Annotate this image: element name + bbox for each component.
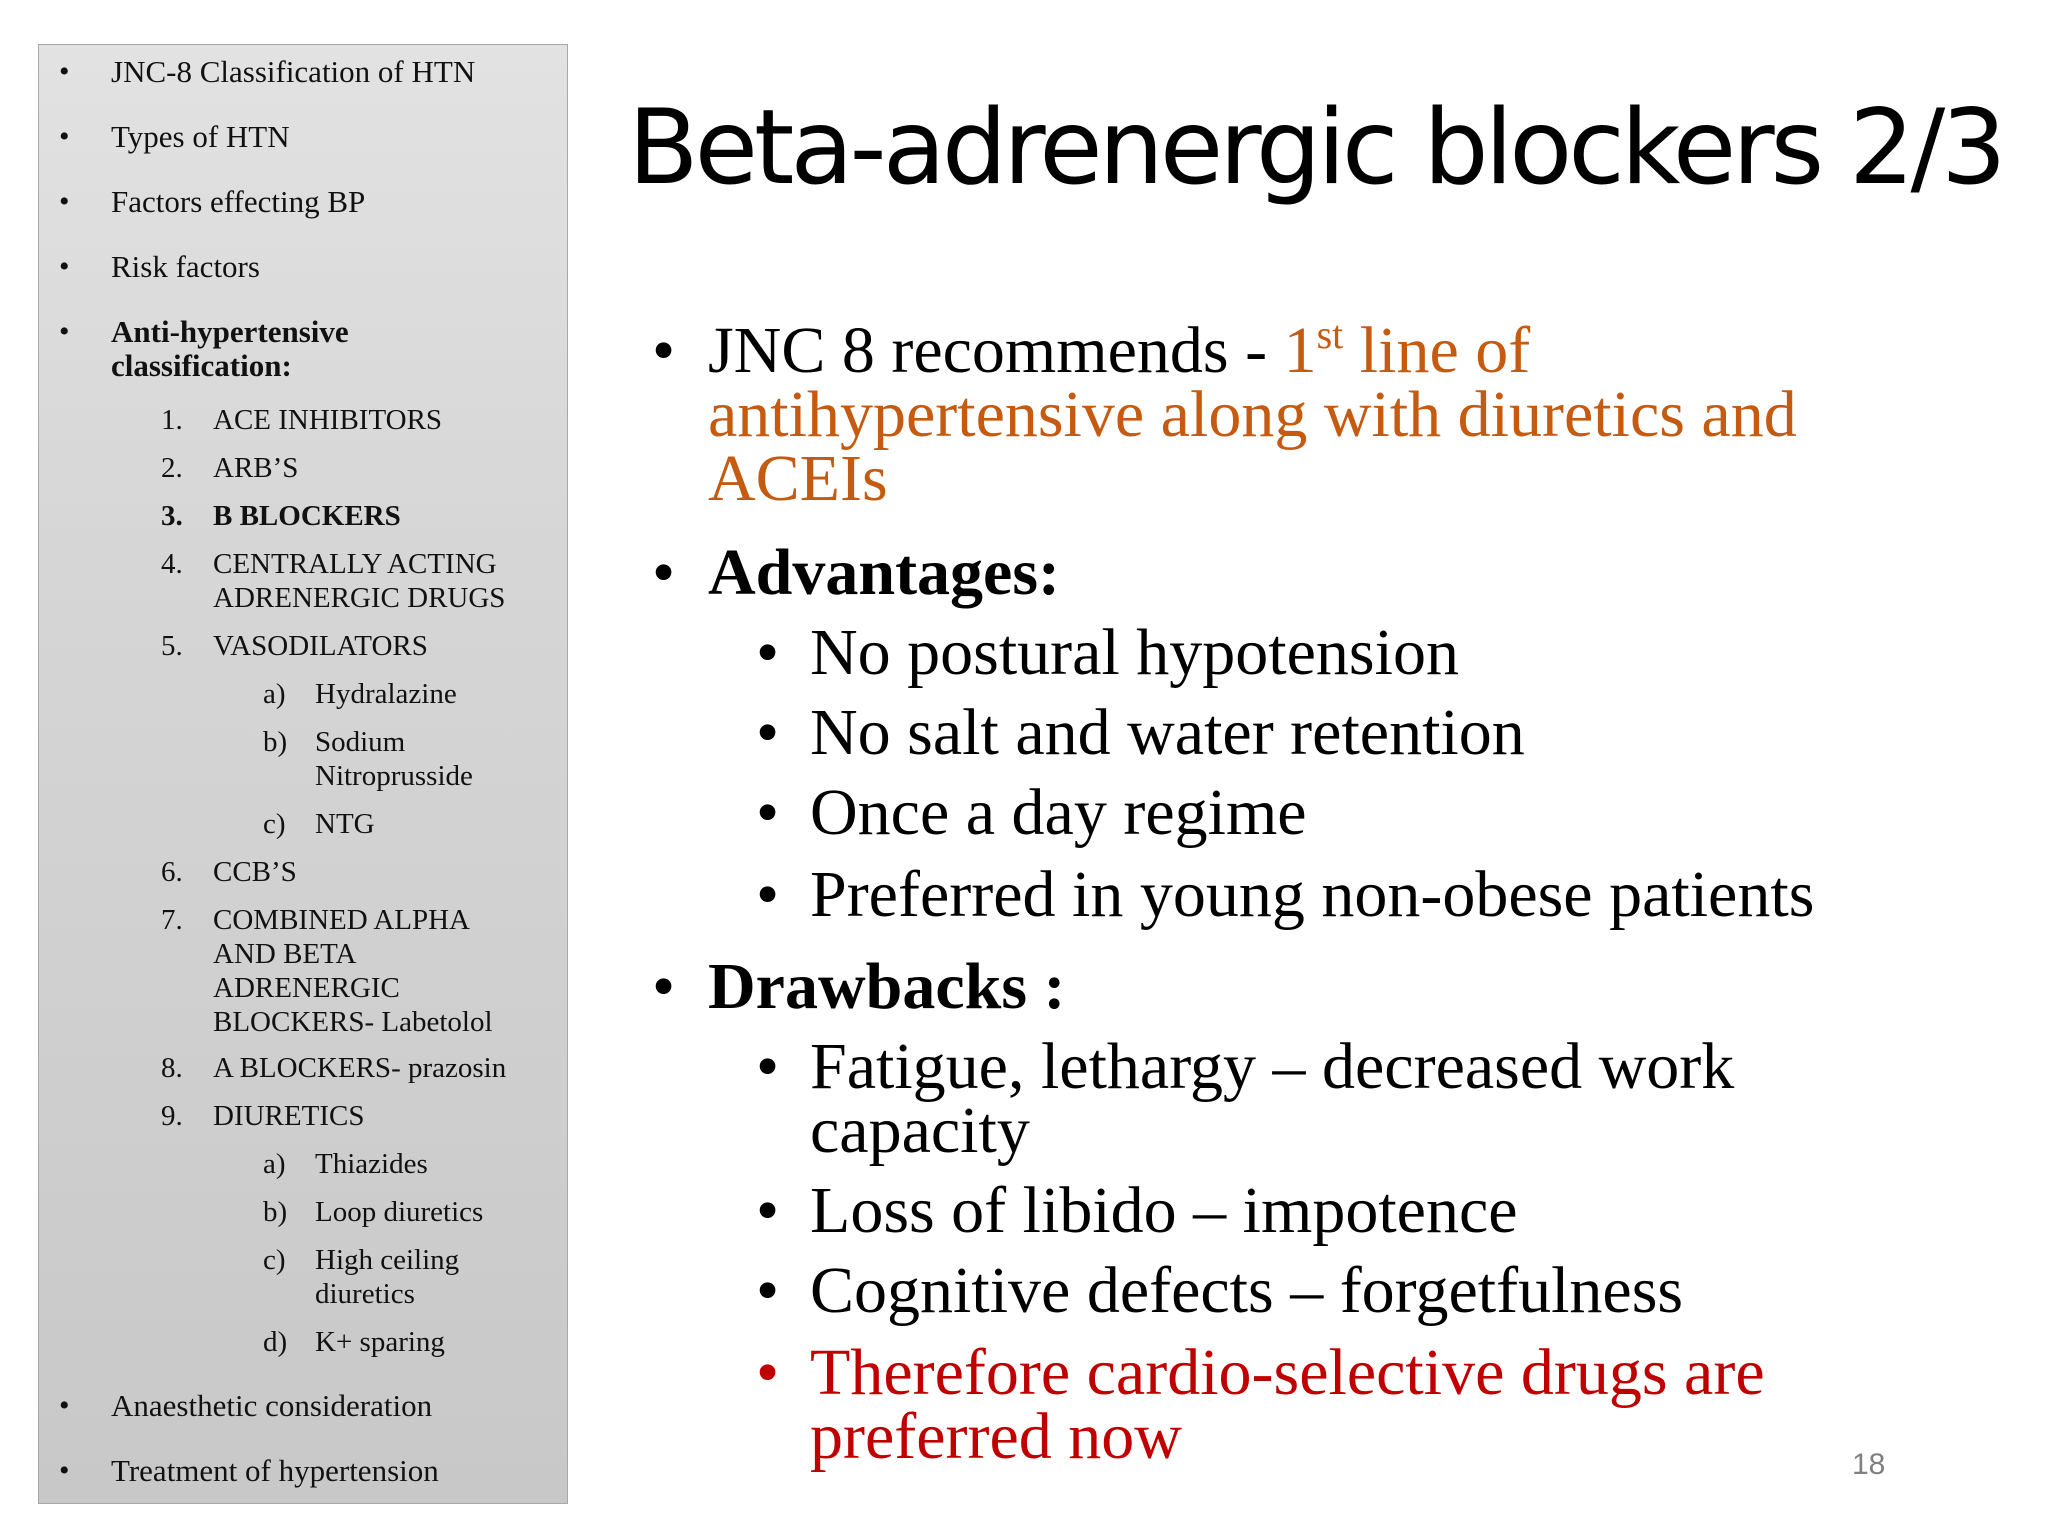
advantage-item: No salt and water retention xyxy=(810,696,1525,769)
class-label: VASODILATORS xyxy=(213,630,428,662)
jnc-recommendation-line-1 xyxy=(708,312,1531,387)
class-label: B BLOCKERS xyxy=(213,500,401,532)
jnc-recommendation-line-3: ACEIs xyxy=(708,442,888,515)
sidebar-item xyxy=(39,120,567,160)
sub-item-label: Hydralazine xyxy=(315,678,457,710)
jnc-ordinal-suffix: st xyxy=(1316,312,1344,357)
bullet: • xyxy=(59,315,70,348)
bullet: • xyxy=(756,616,780,689)
sidebar-item-label: Risk factors xyxy=(111,249,260,284)
bullet: • xyxy=(59,55,70,88)
class-label: COMBINED ALPHA AND BETA ADRENERGIC BLOCKERS- Labetolol xyxy=(213,904,493,1038)
advantages-heading: Advantages: xyxy=(708,536,1061,609)
jnc-ordinal: 1 xyxy=(1283,314,1317,387)
item-number: 4. xyxy=(161,548,183,580)
item-number: 8. xyxy=(161,1052,183,1084)
slide-title: Beta-adrenergic blockers 2/3 xyxy=(628,88,2003,208)
bullet: • xyxy=(59,120,70,153)
sidebar-item xyxy=(39,185,567,225)
sidebar-item-label: Anti-hypertensive classification: xyxy=(111,314,349,383)
drawback-item-line-2: capacity xyxy=(810,1094,1030,1167)
item-letter: b) xyxy=(263,1196,288,1228)
conclusion-line-2: preferred now xyxy=(810,1400,1182,1473)
item-letter: a) xyxy=(263,678,286,710)
bullet: • xyxy=(652,950,676,1023)
advantage-item: Preferred in young non-obese patients xyxy=(810,858,1815,931)
sub-item-label: Loop diuretics xyxy=(315,1196,484,1228)
class-label: A BLOCKERS- prazosin xyxy=(213,1052,507,1084)
bullet: • xyxy=(652,314,676,387)
drawbacks-heading: Drawbacks : xyxy=(708,950,1066,1023)
sub-item-label: K+ sparing xyxy=(315,1326,445,1358)
drawback-item: Loss of libido – impotence xyxy=(810,1174,1518,1247)
item-number: 1. xyxy=(161,404,183,436)
conclusion-line-1: Therefore cardio-selective drugs are xyxy=(810,1336,1765,1409)
item-number: 9. xyxy=(161,1100,183,1132)
bullet: • xyxy=(756,1174,780,1247)
class-label: ACE INHIBITORS xyxy=(213,404,443,436)
sidebar-item-label: Types of HTN xyxy=(111,119,290,154)
drawback-item: Cognitive defects – forgetfulness xyxy=(810,1254,1684,1327)
sidebar-item xyxy=(39,250,567,290)
item-number: 2. xyxy=(161,452,183,484)
sidebar-item-label: Anaesthetic consideration xyxy=(111,1388,433,1423)
class-label: ARB’S xyxy=(213,452,299,484)
bullet: • xyxy=(756,696,780,769)
class-label: CENTRALLY ACTING ADRENERGIC DRUGS xyxy=(213,548,506,614)
class-label: DIURETICS xyxy=(213,1100,365,1132)
sub-item-label: NTG xyxy=(315,808,375,840)
sub-item-label: High ceiling diuretics xyxy=(315,1244,460,1310)
outline-sidebar xyxy=(38,44,568,1504)
bullet: • xyxy=(652,536,676,609)
item-number: 7. xyxy=(161,904,183,936)
drawback-item-line-1: Fatigue, lethargy – decreased work xyxy=(810,1030,1735,1103)
advantage-item: No postural hypotension xyxy=(810,616,1459,689)
item-letter: c) xyxy=(263,808,286,840)
jnc-prefix: JNC 8 recommends - xyxy=(708,314,1284,387)
bullet: • xyxy=(756,776,780,849)
bullet: • xyxy=(59,185,70,218)
sidebar-item-label: Treatment of hypertension xyxy=(111,1453,439,1488)
bullet: • xyxy=(59,1389,70,1422)
bullet: • xyxy=(756,1254,780,1327)
bullet: • xyxy=(756,1336,780,1409)
sidebar-item-current-section xyxy=(39,315,567,395)
bullet: • xyxy=(59,1454,70,1487)
jnc-line-rest: line of xyxy=(1343,314,1531,387)
item-letter: d) xyxy=(263,1326,288,1358)
item-number: 5. xyxy=(161,630,183,662)
item-letter: c) xyxy=(263,1244,286,1276)
class-label: CCB’S xyxy=(213,856,297,888)
item-letter: a) xyxy=(263,1148,286,1180)
sidebar-item-label: Factors effecting BP xyxy=(111,184,366,219)
sub-item-label: Sodium Nitroprusside xyxy=(315,726,473,792)
item-letter: b) xyxy=(263,726,288,758)
item-number: 6. xyxy=(161,856,183,888)
bullet: • xyxy=(756,1030,780,1103)
bullet: • xyxy=(59,250,70,283)
sidebar-item xyxy=(39,55,567,95)
jnc-recommendation-line-2: antihypertensive along with diuretics and xyxy=(708,378,1797,451)
bullet: • xyxy=(756,858,780,931)
sub-item-label: Thiazides xyxy=(315,1148,428,1180)
item-number: 3. xyxy=(161,500,183,532)
sidebar-item-label: JNC-8 Classification of HTN xyxy=(111,54,476,89)
advantage-item: Once a day regime xyxy=(810,776,1307,849)
page-number: 18 xyxy=(1852,1448,1886,1481)
